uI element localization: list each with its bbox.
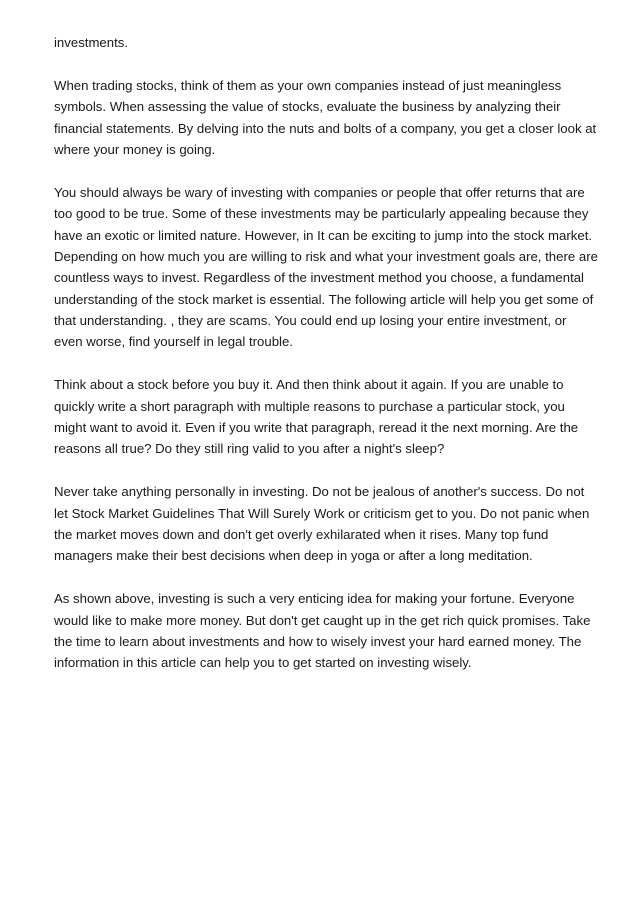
text-line: symbols. When assessing the value of stocks, evaluate the business by analyzing their xyxy=(54,99,561,115)
text-line: Depending on how much you are willing to risk and what your investment goals are, there are xyxy=(54,248,598,264)
text-line: too good to be true. Some of these investments may be particularly appealing because they xyxy=(54,206,589,222)
text-line: where your money is going. xyxy=(54,141,216,157)
paragraph-conclusion xyxy=(54,588,594,674)
text-line: Think about a stock before you buy it. And then think about it again. If you are unable to xyxy=(54,377,564,393)
text-line: managers make their best decisions when deep in yoga or after a long meditation. xyxy=(54,548,533,564)
paragraph-trading-stocks xyxy=(54,75,597,161)
text-line: reasons all true? Do they still ring valid to you after a night's sleep? xyxy=(54,441,445,457)
text-line: would like to make more money. But don't get caught up in the get rich quick promises. Take xyxy=(54,612,591,628)
text-line: let Stock Market Guidelines That Will Surely Work or criticism get to you. Do not panic when xyxy=(54,505,590,521)
document-page xyxy=(54,32,598,695)
paragraph-never-personal xyxy=(54,481,594,567)
text-line: that understanding. , they are scams. You could end up losing your entire investment, or xyxy=(54,313,567,329)
text-line: investments. xyxy=(54,35,129,50)
text-line: even worse, find yourself in legal trouble. xyxy=(54,334,293,350)
text-line: information in this article can help you to get started on investing wisely. xyxy=(54,655,472,671)
text-line: countless ways to invest. Regardless of the investment method you choose, a fundamental xyxy=(54,270,584,286)
text-line: quickly write a short paragraph with multiple reasons to purchase a particular stock, you xyxy=(54,398,565,414)
paragraph-continuation xyxy=(54,32,594,53)
text-line: You should always be wary of investing with companies or people that offer returns that are xyxy=(54,184,585,200)
text-line: understanding of the stock market is essential. The following article will help you get some of xyxy=(54,291,594,307)
paragraph-wary-of-returns xyxy=(54,182,598,353)
text-line: financial statements. By delving into the nuts and bolts of a company, you get a closer look at xyxy=(54,120,597,136)
text-line: the market moves down and don't get overly exhilarated when it rises. Many top fund xyxy=(54,526,549,542)
text-line: have an exotic or limited nature. However, in It can be exciting to jump into the stock market. xyxy=(54,227,593,243)
text-line: As shown above, investing is such a very enticing idea for making your fortune. Everyone xyxy=(54,591,575,607)
text-line: might want to avoid it. Even if you write that paragraph, reread it the next morning. Are the xyxy=(54,420,579,436)
text-line: the time to learn about investments and how to wisely invest your hard earned money. The xyxy=(54,633,582,649)
paragraph-think-about-stock xyxy=(54,374,594,460)
text-line: When trading stocks, think of them as your own companies instead of just meaningless xyxy=(54,77,562,93)
text-line: Never take anything personally in investing. Do not be jealous of another's success. Do not xyxy=(54,484,585,500)
